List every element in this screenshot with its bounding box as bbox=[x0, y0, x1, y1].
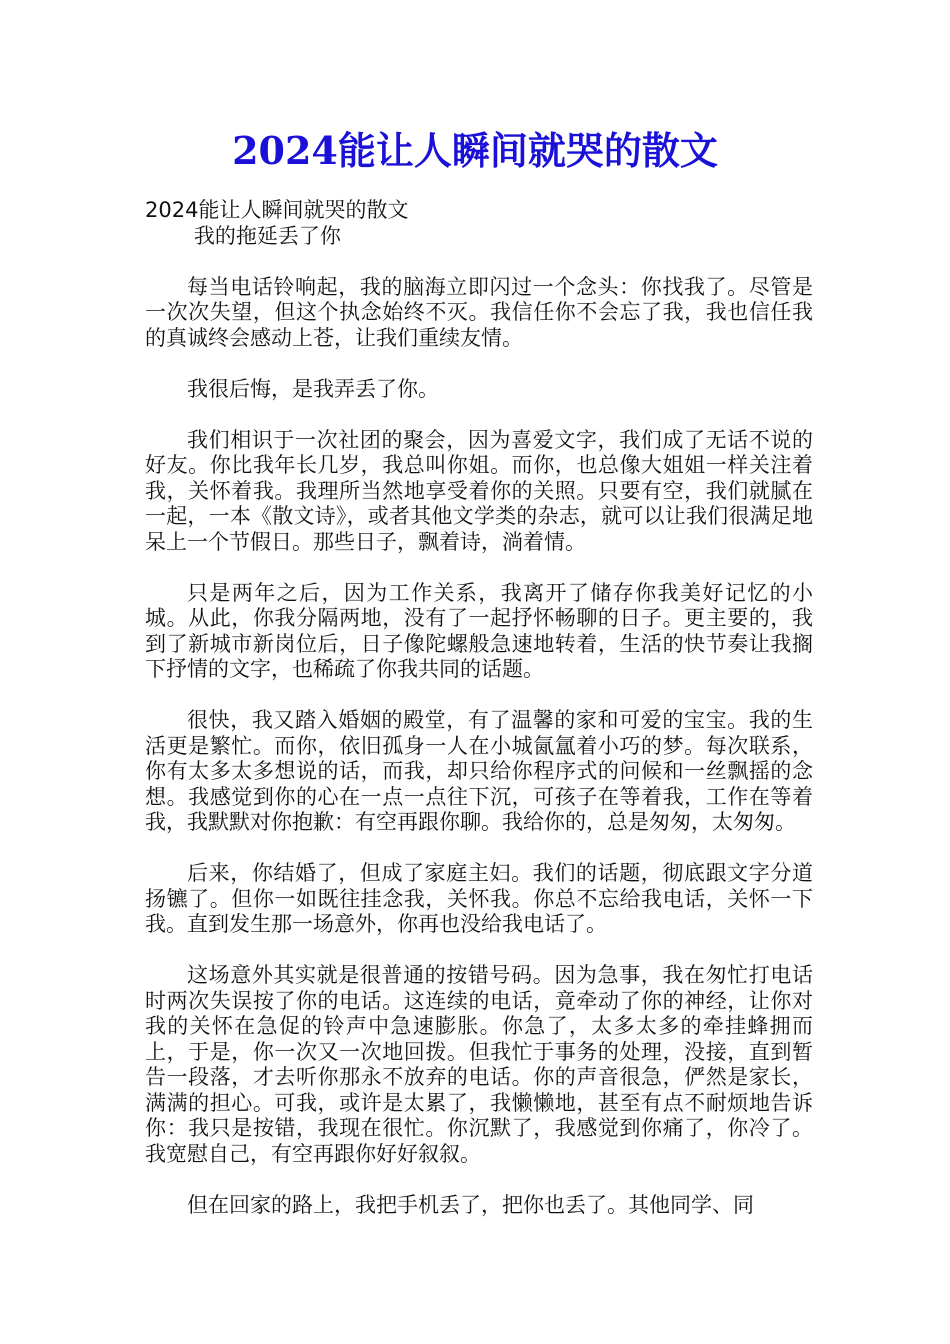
document-title: 2024能让人瞬间就哭的散文 bbox=[232, 128, 718, 173]
paragraph: 很快，我又踏入婚姻的殿堂，有了温馨的家和可爱的宝宝。我的生活更是繁忙。而你，依旧孤身一人在小城氤氲着小巧的梦。每次联系，你有太多太多想说的话，而我，却只给你程序式的问候和一丝飘摇的念想。我感觉到你的心在一点一点往下沉，可孩子在等着我，工作在等着我，我默默对你抱歉：有空再跟你聊。我给你的，总是匆匆，太匆匆。 bbox=[145, 708, 813, 834]
paragraph: 只是两年之后，因为工作关系，我离开了储存你我美好记忆的小城。从此，你我分隔两地，没有了一起抒怀畅聊的日子。更主要的，我到了新城市新岗位后，日子像陀螺般急速地转着，生活的快节奏让我搁下抒情的文字，也稀疏了你我共同的话题。 bbox=[145, 580, 813, 681]
document-body bbox=[145, 198, 813, 1218]
paragraph: 我们相识于一次社团的聚会，因为喜爱文字，我们成了无话不说的好友。你比我年长几岁，我总叫你姐。而你，也总像大姐姐一样关注着我，关怀着我。我理所当然地享受着你的关照。只要有空，我们就腻在一起，一本《散文诗》，或者其他文学类的杂志，就可以让我们很满足地呆上一个节假日。那些日子，飘着诗，淌着情。 bbox=[145, 427, 813, 554]
paragraph: 每当电话铃响起，我的脑海立即闪过一个念头：你找我了。尽管是一次次失望，但这个执念始终不灭。我信任你不会忘了我，我也信任我的真诚终会感动上苍，让我们重续友情。 bbox=[145, 274, 813, 350]
paragraph: 这场意外其实就是很普通的按错号码。因为急事，我在匆忙打电话时两次失误按了你的电话。这连续的电话，竟牵动了你的神经，让你对我的关怀在急促的铃声中急速膨胀。你急了，太多太多的牵挂蜂拥而上，于是，你一次又一次地回拨。但我忙于事务的处理，没接，直到暂告一段落，才去听你那永不放弃的电话。你的声音很急，俨然是家长，满满的担心。可我，或许是太累了，我懒懒地，甚至有点不耐烦地告诉你：我只是按错，我现在很忙。你沉默了，我感觉到你痛了，你冷了。我宽慰自己，有空再跟你好好叙叙。 bbox=[145, 963, 813, 1166]
paragraph: 我很后悔，是我弄丢了你。 bbox=[187, 376, 439, 401]
section-title: 我的拖延丢了你 bbox=[193, 223, 341, 248]
subtitle-line: 2024能让人瞬间就哭的散文 bbox=[145, 198, 409, 222]
paragraph: 后来，你结婚了，但成了家庭主妇。我们的话题，彻底跟文字分道扬镳了。但你一如既往挂念我，关怀我。你总不忘给我电话，关怀一下我。直到发生那一场意外，你再也没给我电话了。 bbox=[145, 861, 813, 936]
paragraph: 但在回家的路上，我把手机丢了，把你也丢了。其他同学、同 bbox=[187, 1192, 754, 1217]
